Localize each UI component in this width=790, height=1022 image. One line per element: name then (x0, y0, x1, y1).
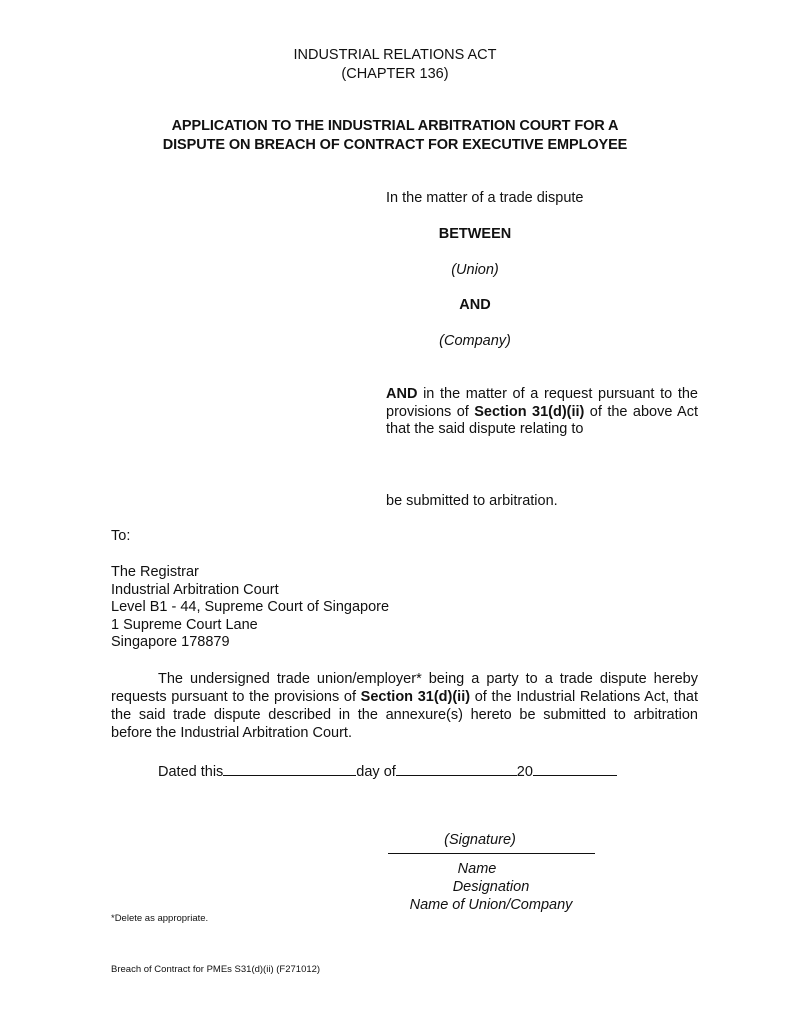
matter-intro: In the matter of a trade dispute (386, 190, 584, 206)
chapter-label: (CHAPTER 136) (341, 66, 449, 82)
month-field[interactable] (396, 761, 517, 776)
dated-line (158, 761, 617, 781)
addressee-line: Industrial Arbitration Court (111, 581, 279, 598)
section-reference: Section 31(d)(ii) (474, 403, 585, 420)
designation-label: Designation (452, 879, 530, 895)
signature-label: (Signature) (444, 832, 516, 848)
addressee-block (111, 564, 389, 652)
signature-line[interactable] (388, 853, 595, 854)
company-placeholder: (Company) (439, 333, 511, 349)
name-label: Name (457, 861, 497, 877)
footnote: *Delete as appropriate. (111, 913, 209, 924)
request-paragraph (386, 386, 698, 439)
body-text-1: The undersigned trade union/employer* being a party to a trade dispute hereby requests pursuant to the provisions of (111, 671, 698, 705)
to-label: To: (111, 528, 131, 544)
addressee-line: Level B1 - 44, Supreme Court of Singapore (111, 599, 390, 615)
addressee-line: Singapore 178879 (111, 634, 230, 650)
body-text-2: of the Industrial Relations Act, that the said trade dispute described in the annexure(s) hereto be submitted to arbitration before the Industrial Arbitration Court. (111, 689, 698, 741)
application-title-line1: APPLICATION TO THE INDUSTRIAL ARBITRATION COURT FOR A (171, 118, 619, 134)
document-header (0, 46, 790, 84)
dated-this-label: Dated this (158, 764, 224, 780)
and-bold: AND (386, 386, 418, 402)
submitted-text: be submitted to arbitration. (386, 493, 558, 509)
act-title: INDUSTRIAL RELATIONS ACT (293, 47, 497, 63)
body-section-reference: Section 31(d)(ii) (360, 689, 471, 705)
year-field[interactable] (533, 761, 617, 776)
request-text-2: of the above Act that the said dispute relating to (386, 403, 698, 437)
addressee-line: 1 Supreme Court Lane (111, 616, 258, 633)
application-title-line2: DISPUTE ON BREACH OF CONTRACT FOR EXECUTIVE EMPLOYEE (162, 137, 628, 153)
form-code: Breach of Contract for PMEs S31(d)(ii) (F271012) (111, 964, 321, 975)
year-prefix: 20 (516, 764, 533, 780)
and-label: AND (459, 297, 491, 313)
application-title (0, 117, 790, 155)
day-of-label: day of (356, 764, 396, 780)
union-company-label: Name of Union/Company (409, 897, 573, 913)
addressee-line: The Registrar (111, 564, 199, 580)
day-field[interactable] (223, 761, 356, 776)
request-body-paragraph (111, 670, 698, 742)
between-label: BETWEEN (438, 226, 512, 242)
union-placeholder: (Union) (451, 262, 499, 278)
request-text-1: in the matter of a request pursuant to the provisions of (386, 386, 698, 420)
